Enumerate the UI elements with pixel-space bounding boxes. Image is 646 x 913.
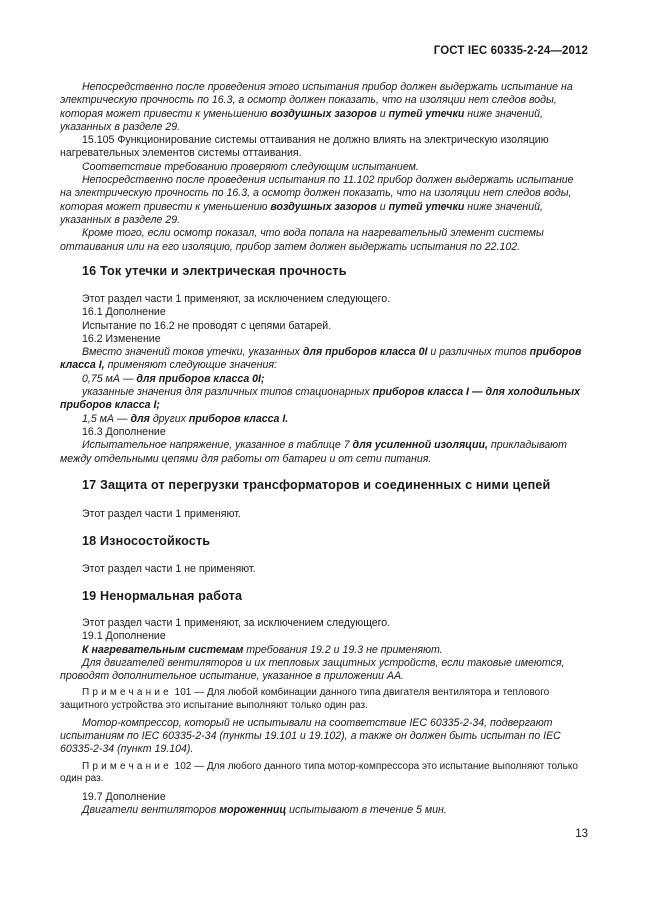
note-label: Примечание (82, 687, 172, 699)
paragraph: указанные значения для различных типов стационарных приборов класса I — для холодильных приборов класса I; (60, 386, 581, 412)
intro-text (60, 81, 588, 254)
paragraph: Этот раздел части 1 не применяют. (82, 563, 256, 575)
paragraph: Этот раздел части 1 применяют, за исключением следующего. (82, 617, 391, 629)
paragraph: Кроме того, если осмотр показал, что вода попала на нагревательный элемент системы оттаивания или на его изоляцию, прибор затем должен выдержать испытания по 22.102. (60, 227, 544, 253)
paragraph: Этот раздел части 1 применяют. (82, 508, 241, 520)
section-19-heading: 19 Ненормальная работа (82, 589, 243, 603)
note-101: Примечание 101 — Для любой комбинации данного типа двигателя вентилятора и теплового защитного устройства это испытание выполняют только один раз. (60, 687, 550, 712)
paragraph: 1,5 мА — для других приборов класса I. (82, 412, 289, 425)
paragraph: Испытательное напряжение, указанное в таблице 7 для усиленной изоляции, прикладывают между отдельными цепями для работы от батареи и от сети питания. (60, 439, 567, 465)
paragraph: К нагревательным системам требования 19.2 и 19.3 не применяют. (82, 643, 443, 656)
section-16-body (60, 293, 588, 466)
paragraph: Для двигателей вентиляторов и их тепловых защитных устройств, если таковые имеются, проводят дополнительное испытание, указанное в приложении АА. (60, 656, 565, 683)
paragraph: Испытание по 16.2 не проводят с цепями батарей. (82, 319, 332, 332)
section-16-heading: 16 Ток утечки и электрическая прочность (82, 264, 347, 278)
section-17-body (60, 508, 588, 521)
paragraph: Двигатели вентиляторов мороженниц испытывают в течение 5 мин. (82, 804, 447, 817)
paragraph: Непосредственно после проведения этого испытания прибор должен выдержать испытание на электрическую прочность по 16.3, а осмотр должен показать, что на изоляции нет следов воды, которая может привести к уменьшению воздушных зазоров и путей утечки ниже значений, указанных в разделе 29. (60, 81, 573, 133)
section-19-body (60, 617, 588, 817)
paragraph: Непосредственно после проведения испытания по 11.102 прибор должен выдержать испытание на электрическую прочность по 16.3, а осмотр должен показать, что на изоляции нет следов воды, которая может привести к уменьшению воздушных зазоров и путей утечки ниже значений, указанных в разделе 29. (60, 174, 574, 226)
note-102: Примечание 102 — Для любого данного типа мотор-компрессора это испытание выполняют только один раз. (60, 760, 578, 785)
paragraph: 19.1 Дополнение (82, 630, 166, 643)
paragraph: 15.105 Функционирование системы оттаивания не должно влиять на электрическую изоляцию нагревательных элементов системы оттаивания. (60, 134, 549, 160)
section-18-heading: 18 Износостойкость (82, 534, 211, 548)
paragraph: 16.3 Дополнение (82, 425, 166, 438)
paragraph: Соответствие требованию проверяют следующим испытанием. (82, 160, 419, 173)
paragraph: Вместо значений токов утечки, указанных для приборов класса 0I и различных типов приборов класса I, применяют следующие значения: (60, 346, 582, 372)
paragraph: Этот раздел части 1 применяют, за исключением следующего. (82, 293, 391, 305)
paragraph: 0,75 мА — для приборов класса 0I; (82, 372, 265, 385)
document-header: ГОСТ IEC 60335-2-24—2012 (433, 45, 588, 57)
paragraph: Мотор-компрессор, который не испытывали на соответствие IEC 60335-2-34, подвергают испытаниям по IEC 60335-2-34 (пункты 19.101 и 19.102), а также он должен быть испытан по IEC 60335-2-34 (пункт 19.104). (60, 716, 561, 756)
section-18-body (60, 563, 588, 576)
paragraph: 16.1 Дополнение (82, 306, 166, 319)
paragraph: 19.7 Дополнение (82, 790, 166, 803)
note-label: Примечание (82, 760, 172, 772)
section-17-heading: 17 Защита от перегрузки трансформаторов и соединенных с ними цепей (82, 478, 551, 492)
paragraph: 16.2 Изменение (82, 332, 161, 345)
page-number: 13 (575, 828, 588, 840)
